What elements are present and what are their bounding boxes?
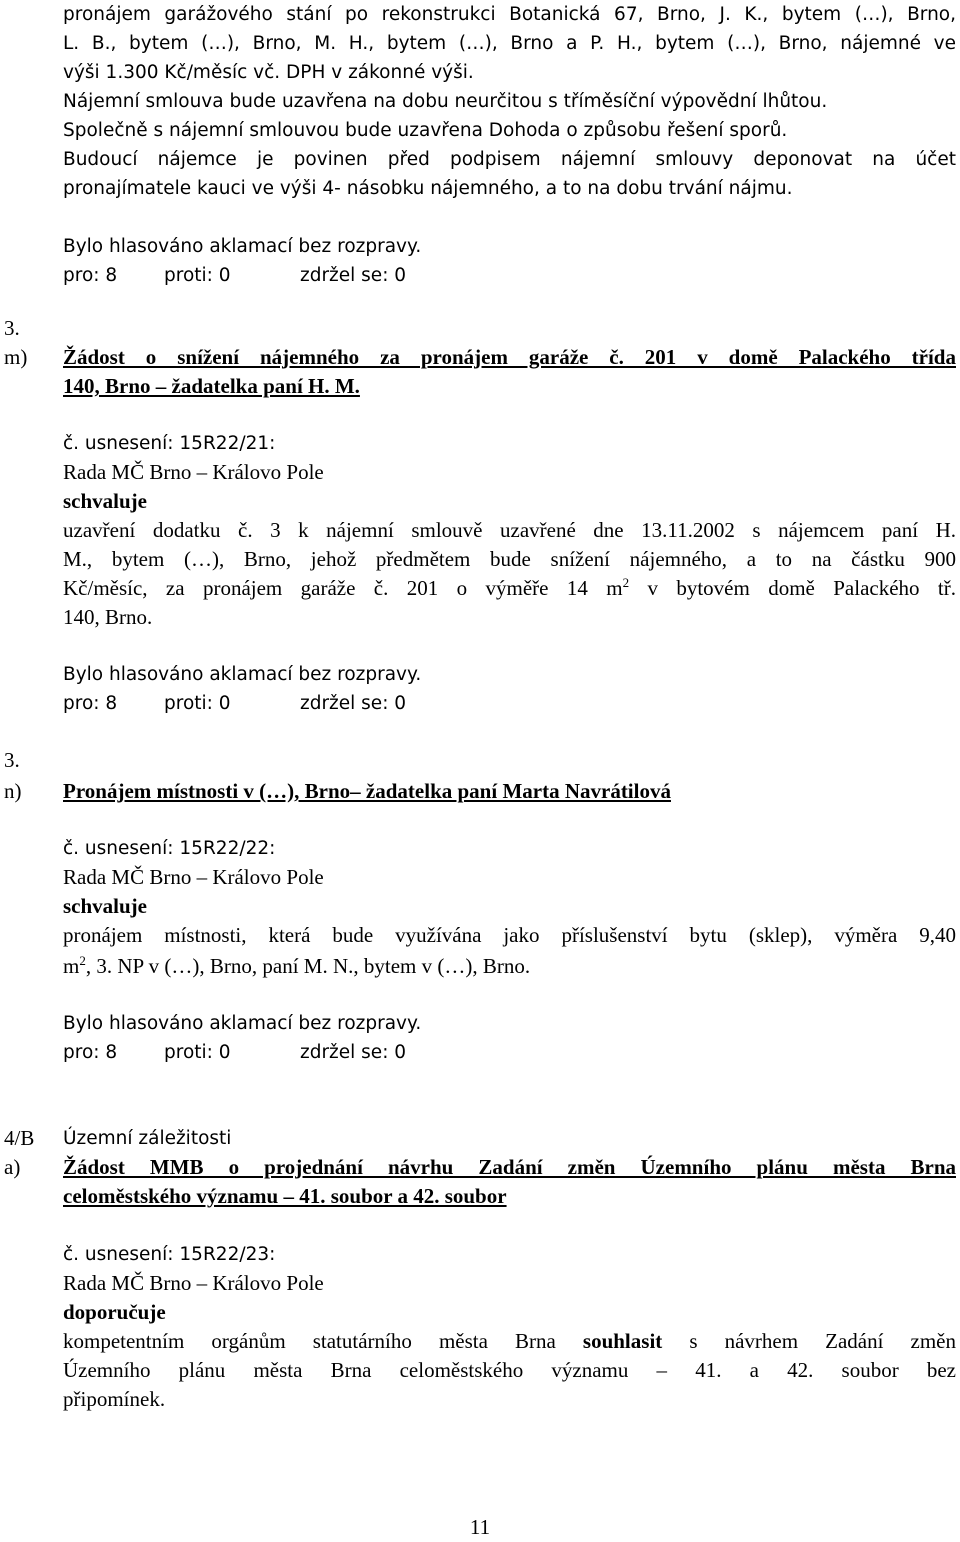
vote-pro: pro: 8 [63,1042,118,1063]
item-title: Pronájem místnosti v (…), Brno– žadatelka paní Marta Navrátilová [63,779,671,803]
paragraph-line: Společně s nájemní smlouvou bude uzavřena Dohoda o způsobu řešení sporů. [63,120,788,141]
resolution-text: Územního plánu města Brna celoměstského významu – 41. a 42. soubor bez [63,1358,956,1382]
paragraph-line: výši 1.300 Kč/měsíc vč. DPH v zákonné výši. [63,62,474,83]
vote-proti: proti: 0 [164,693,231,714]
section-heading: Územní záležitosti [63,1128,232,1149]
item-title: celoměstského významu – 41. soubor a 42. soubor [63,1184,507,1208]
item-number: 3. [4,748,20,772]
vote-note: Bylo hlasováno aklamací bez rozpravy. [63,236,422,257]
vote-pro: pro: 8 [63,693,118,714]
item-letter: a) [4,1155,21,1179]
vote-result [63,1038,956,1067]
council-name: Rada MČ Brno – Královo Pole [63,460,324,484]
resolution-text: M., bytem (…), Brno, jehož předmětem bude snížení nájemného, a to na částku 900 [63,547,956,571]
vote-result [63,689,956,718]
resolution-verb: schvaluje [63,489,147,513]
resolution-text: Kč/měsíc, za pronájem garáže č. 201 o výměře 14 $m^2$ v bytovém domě Palackého tř. [63,575,957,600]
item-letter: n) [4,779,22,803]
resolution-number: č. usnesení: 15R22/22: [63,838,276,859]
resolution-number: č. usnesení: 15R22/23: [63,1244,276,1265]
paragraph-line: pronajímatele kauci ve výši 4- násobku nájemného, a to na dobu trvání nájmu. [63,178,793,199]
vote-proti: proti: 0 [164,1042,231,1063]
vote-abstain: zdržel se: 0 [300,265,407,286]
paragraph-line: pronájem garážového stání po rekonstrukci Botanická 67, Brno, J. K., bytem (…), Brno, [63,4,956,25]
item-title: Žádost MMB o projednání návrhu Zadání změn Územního plánu města Brna [63,1155,956,1179]
vote-proti: proti: 0 [164,265,231,286]
paragraph-line: Budoucí nájemce je povinen před podpisem nájemní smlouvy deponovat na účet [63,149,956,170]
vote-result [63,261,956,290]
resolution-text: připomínek. [63,1387,166,1411]
resolution-text: pronájem místnosti, která bude využívána jako příslušenství bytu (sklep), výměra 9,40 [63,923,956,947]
council-name: Rada MČ Brno – Královo Pole [63,865,324,889]
vote-note: Bylo hlasováno aklamací bez rozpravy. [63,1013,422,1034]
resolution-text: uzavření dodatku č. 3 k nájemní smlouvě uzavřené dne 13.11.2002 s nájemcem paní H. [63,518,956,542]
item-letter: m) [4,345,28,369]
vote-pro: pro: 8 [63,265,118,286]
section-number: 4/B [4,1126,35,1150]
item-number: 3. [4,316,20,340]
resolution-text: $m^2$, 3. NP v (…), Brno, paní M. N., bytem v (…), Brno. [63,953,531,978]
resolution-verb: schvaluje [63,894,147,918]
item-title: Žádost o snížení nájemného za pronájem garáže č. 201 v domě Palackého třída [63,345,956,369]
resolution-text: kompetentním orgánům statutárního města Brna souhlasit s návrhem Zadání změn [63,1329,956,1353]
vote-note: Bylo hlasováno aklamací bez rozpravy. [63,664,422,685]
paragraph-line: Nájemní smlouva bude uzavřena na dobu neurčitou s tříměsíční výpovědní lhůtou. [63,91,828,112]
vote-abstain: zdržel se: 0 [300,1042,407,1063]
council-name: Rada MČ Brno – Královo Pole [63,1271,324,1295]
resolution-text: 140, Brno. [63,605,153,629]
resolution-verb: doporučuje [63,1300,166,1324]
item-title: 140, Brno – žadatelka paní H. M. [63,374,360,398]
page-number: 11 [469,1515,491,1539]
resolution-number: č. usnesení: 15R22/21: [63,433,276,454]
vote-abstain: zdržel se: 0 [300,693,407,714]
paragraph-line: L. B., bytem (…), Brno, M. H., bytem (…), Brno a P. H., bytem (…), Brno, nájemné ve [63,33,956,54]
